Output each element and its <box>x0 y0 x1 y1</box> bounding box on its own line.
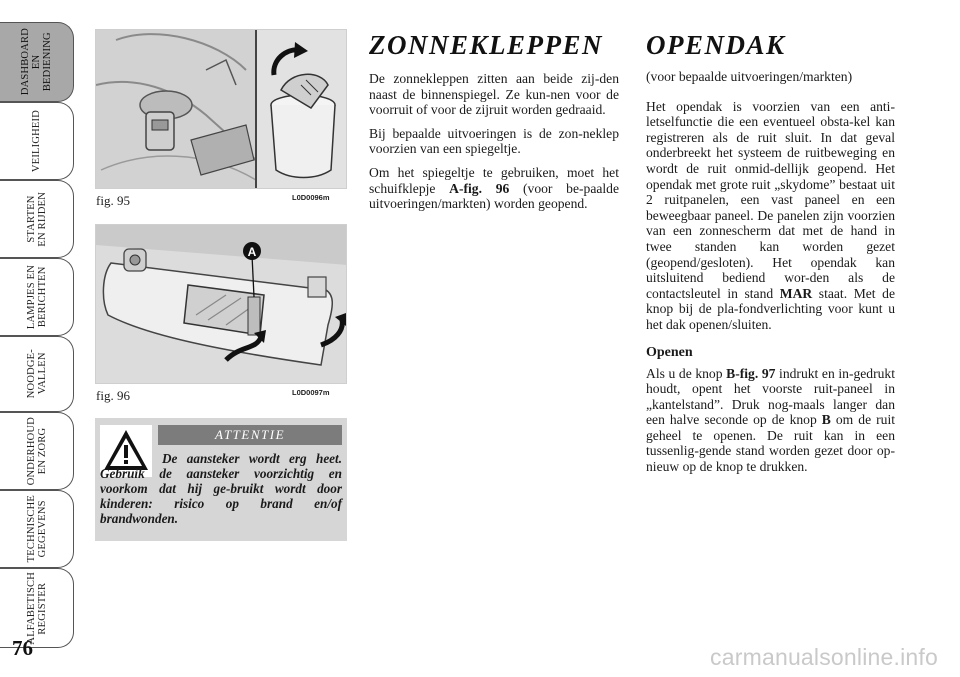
subheading: Openen <box>646 344 693 360</box>
section-title: OPENDAK <box>646 30 786 60</box>
tab-label: DASHBOARD EN BEDIENING <box>20 28 53 96</box>
figure-95-image <box>95 29 347 189</box>
tab-label: STARTEN EN RIJDEN <box>25 191 48 247</box>
callout-a-label: A <box>247 245 257 259</box>
section-opendak <box>646 30 895 483</box>
tab-label: ALFABETISCH REGISTER <box>25 571 48 645</box>
figure-reference: A-fig. 96 <box>449 180 510 196</box>
tab-lampjes-en-berichten[interactable] <box>0 258 74 336</box>
warning-text: De aansteker wordt erg heet. Gebruik de aansteker voorzichtig en voorkom dat hij ge-bruikt wordt door kinderen: risico op brand en/of brandwonden. <box>100 451 342 526</box>
paragraph: Bij bepaalde uitvoeringen is de zon-neklep voorzien van een spiegeltje. <box>369 125 619 157</box>
figure-96-caption: fig. 96 <box>96 388 130 403</box>
watermark: carmanualsonline.info <box>710 644 938 670</box>
tab-label: LAMPJES EN BERICHTEN <box>25 264 48 330</box>
page-number: 76 <box>12 636 33 660</box>
paragraph <box>369 165 619 212</box>
text-run: Om het spiegeltje te gebruiken, moet het schuifklepje <box>369 164 619 196</box>
text-run: staat. Met de knop bij de pla-fondverlichting voor kunt u het dak openen/sluiten. <box>646 285 895 332</box>
section-subtitle: (voor bepaalde uitvoeringen/markten) <box>646 69 853 84</box>
figure-95-caption: fig. 95 <box>96 193 130 208</box>
tab-starten-en-rijden[interactable] <box>0 180 74 258</box>
tab-noodgevallen[interactable] <box>0 336 74 412</box>
section-title: ZONNEKLEPPEN <box>369 30 603 60</box>
figure-96-image <box>95 224 347 384</box>
text-run: indrukt en in-gedrukt houdt, opent het voorste ruit-paneel in „kantelstand”. Druk nog-maals langer dan een halve seconde op de knop <box>646 365 895 428</box>
tab-technische-gegevens[interactable] <box>0 490 74 568</box>
tab-veiligheid[interactable] <box>0 102 74 180</box>
paragraph <box>646 366 895 475</box>
text-run: (voor be-paalde uitvoeringen/markten) worden geopend. <box>369 180 619 212</box>
paragraph: De zonnekleppen zitten aan beide zij-den naast de binnenspiegel. Ze kun-nen voor de voorruit of voor de zijruit worden gedraaid. <box>369 71 619 118</box>
text-run: Het opendak is voorzien van een anti-letselfunctie die een eventueel obsta-kel kan registreren als de ruit sluit. In dat geval onderbreekt het systeem de ruitbeweging en wordt de ruit onmid-dellijk geopend. Het opendak met grote ruit „skydome” bestaat uit 2 ruitpanelen, een vast paneel en een beweegbaar paneel. De panelen zijn voorzien van een zonnescherm dat met de hand in twee standen kan worden gezet (geopend/gesloten). Het opendak kan uitsluitend bediend wor-den als de contactsleutel in stand <box>646 98 895 301</box>
tab-onderhoud-en-zorg[interactable] <box>0 412 74 490</box>
tab-dashboard-en-bediening[interactable] <box>0 22 74 102</box>
tab-label: TECHNISCHE GEGEVENS <box>25 495 48 563</box>
figure-96-code: L0D0097m <box>292 388 330 397</box>
text-run: Als u de knop <box>646 365 727 381</box>
button-reference: B <box>821 412 831 428</box>
tab-label: ONDERHOUD EN ZORG <box>25 416 48 486</box>
sun-visor-illustration <box>96 225 347 384</box>
key-position: MAR <box>779 285 813 301</box>
section-zonnekleppen <box>369 30 619 220</box>
figure-reference: B-fig. 97 <box>726 365 776 381</box>
tab-label: VEILIGHEID <box>31 109 42 173</box>
lighter-ashtray-illustration <box>96 30 347 189</box>
warning-header: ATTENTIE <box>158 425 342 445</box>
figure-95-code: L0D0096m <box>292 193 330 202</box>
tab-label: NOODGE- VALLEN <box>25 349 48 399</box>
paragraph <box>646 99 895 333</box>
text-run: om de ruit geheel te openen. De ruit kan in een tussenlig-gende stand worden gezet door op-nieuw op de knop te drukken. <box>646 412 895 475</box>
